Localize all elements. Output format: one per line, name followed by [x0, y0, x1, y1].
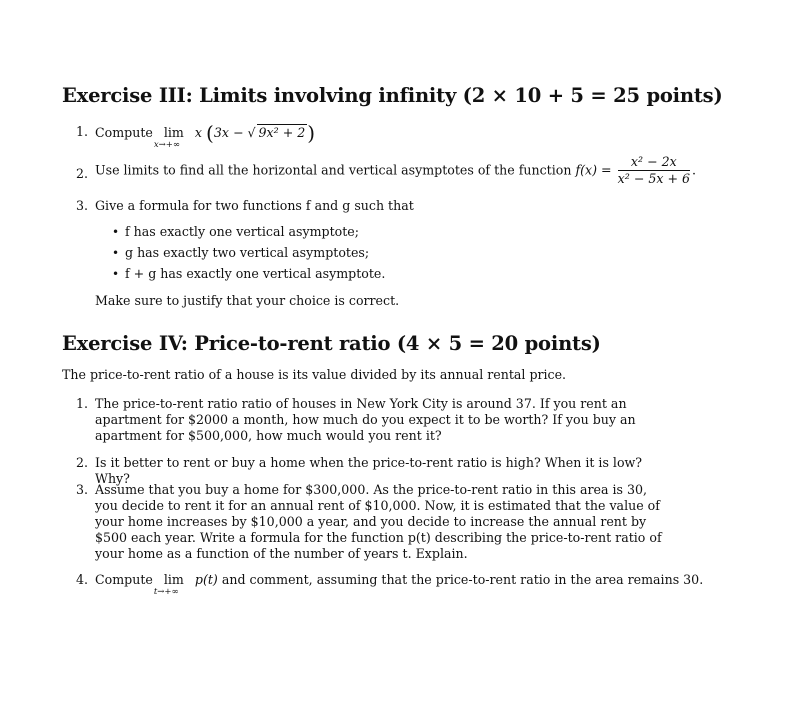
ex3-q1-paren-close: )	[307, 121, 316, 145]
ex4-q2-text: Is it better to rent or buy a home when the price-to-rent ratio is high? When it is low? Why?	[95, 455, 643, 486]
ex4-q4-text-b: and comment, assuming that the price-to-rent ratio in the area remains 30.	[221, 572, 704, 587]
bullet-icon: •	[112, 225, 120, 239]
ex4-q4-text-a: Compute	[95, 572, 153, 587]
ex4-q3-text: Assume that you buy a home for $300,000. As the price-to-rent ratio in this area is 30, you decide to rent it for an annual rent of $10,000. Now, it is estimated that the value of your home increases by $10,000 a year, and you decide to increase the annual rent by $500 each year. Write a formula for the function p(t) describing the price-to-rent ratio of your home as a function of the number of years t. Explain.	[95, 482, 662, 561]
exercise-3-title: Exercise III: Limits involving infinity (2 × 10 + 5 = 25 points)	[62, 84, 723, 107]
ex3-q2-numerator: x² − 2x	[618, 155, 690, 171]
ex3-q1	[95, 121, 316, 150]
ex3-q1-sqrt-body: 9x² + 2	[258, 125, 306, 140]
ex4-q4-number: 4.	[75, 572, 88, 587]
ex3-q2-end: .	[692, 162, 697, 178]
ex3-q1-expr-x: x	[194, 125, 202, 140]
ex3-q1-limit-sub: x→+∞	[153, 140, 180, 150]
ex3-q2-func: f(x) =	[575, 162, 612, 178]
ex3-q2-fraction	[618, 155, 690, 186]
ex4-q1-number: 1.	[75, 396, 88, 411]
ex3-q3-footer: Make sure to justify that your choice is correct.	[95, 293, 400, 308]
ex3-q3-text: Give a formula for two functions f and g such that	[95, 198, 414, 213]
ex4-q2-number: 2.	[75, 455, 88, 470]
exercise-4-title: Exercise IV: Price-to-rent ratio (4 × 5 = 20 points)	[62, 332, 601, 355]
bullet-icon: •	[112, 246, 120, 260]
ex3-q1-limit: lim x→+∞	[157, 125, 191, 141]
ex3-q3-bullet-1: f has exactly one vertical asymptote;	[125, 224, 359, 239]
ex3-q3-bullet-3: f + g has exactly one vertical asymptote.	[125, 266, 386, 281]
ex3-q1-expr-a: 3x −	[213, 125, 244, 140]
ex4-q4-expr: p(t)	[194, 572, 218, 587]
ex4-q4	[95, 572, 704, 597]
bullet-icon: •	[112, 267, 120, 281]
ex3-q2-number: 2.	[75, 166, 88, 181]
ex4-q1-text: The price-to-rent ratio ratio of houses in New York City is around 37. If you rent an apartment for $2000 a month, how much do you expect it to be worth? If you buy an apartment for $500,000, how much would you rent it?	[95, 396, 636, 443]
ex3-q1-sqrt-sign: √	[247, 125, 256, 140]
ex4-intro: The price-to-rent ratio of a house is its value divided by its annual rental price.	[62, 367, 567, 382]
ex4-q4-limit-sub: t→+∞	[153, 587, 179, 597]
ex3-q1-number: 1.	[75, 124, 88, 139]
ex3-q2-text: Use limits to find all the horizontal and vertical asymptotes of the function	[95, 162, 572, 178]
ex3-q1-text: Compute	[95, 125, 153, 140]
ex4-q3-number: 3.	[75, 482, 88, 497]
ex3-q3-bullet-2: g has exactly two vertical asymptotes;	[125, 245, 370, 260]
ex3-q2-denominator: x² − 5x + 6	[617, 171, 691, 186]
ex3-q2	[95, 155, 696, 186]
ex3-q1-paren-open: (	[206, 121, 214, 145]
ex3-q3-number: 3.	[75, 198, 88, 213]
ex4-q4-limit: lim t→+∞	[157, 572, 191, 588]
